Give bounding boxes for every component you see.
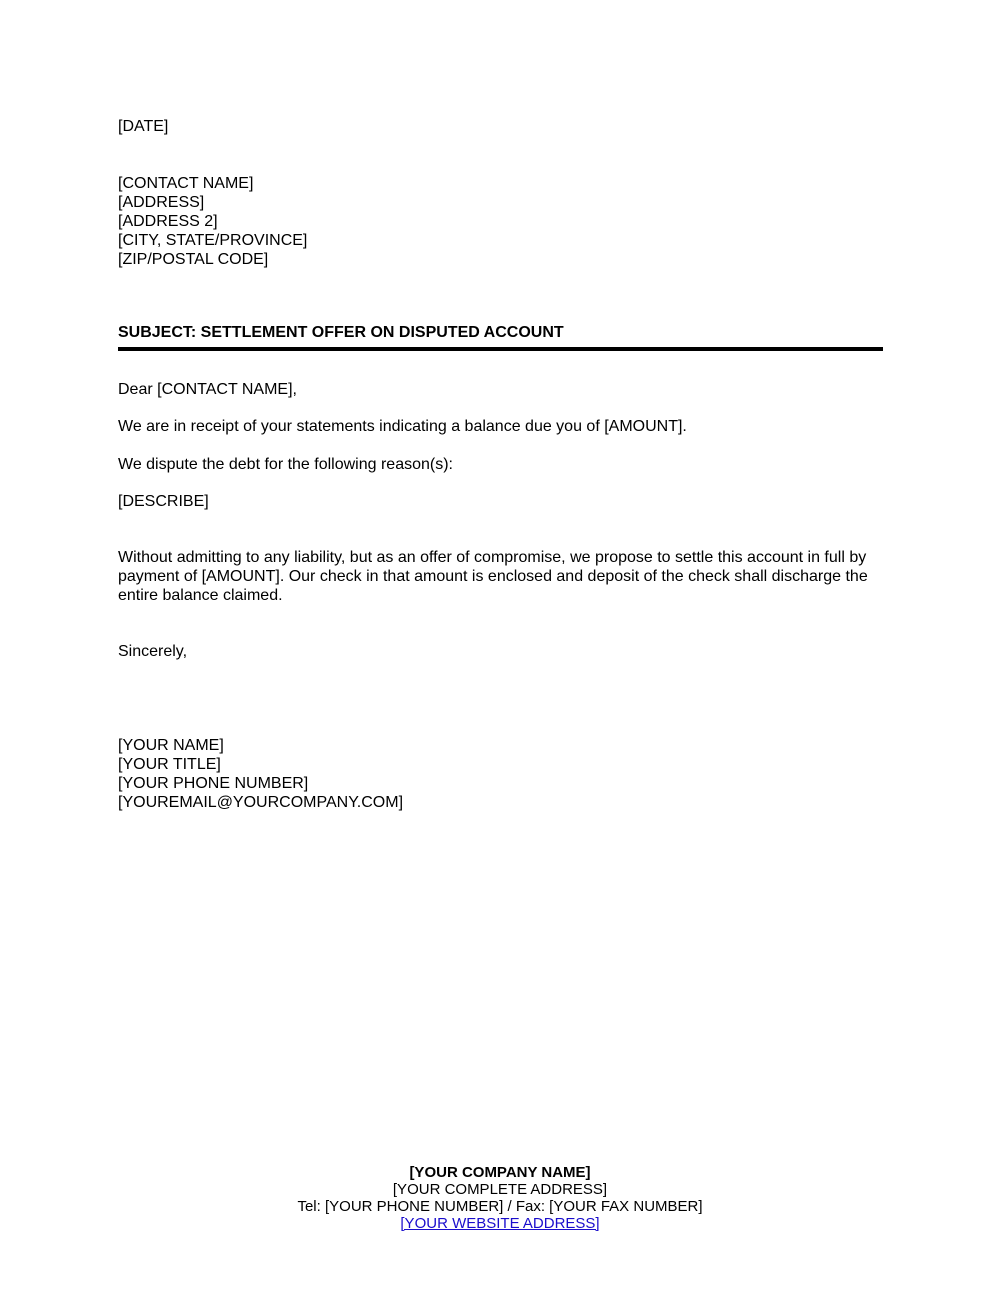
body-paragraph-3: [118, 492, 882, 511]
recipient-address-block: [118, 174, 882, 269]
recipient-address-2: [ADDRESS 2]: [118, 213, 218, 230]
recipient-zip: [ZIP/POSTAL CODE]: [118, 251, 269, 268]
signature-block: [118, 736, 882, 812]
date-text: [DATE]: [118, 118, 169, 135]
footer-contact: Tel: [YOUR PHONE NUMBER] / Fax: [YOUR FAX NUMBER]: [297, 1198, 703, 1215]
subject-text: SUBJECT: SETTLEMENT OFFER ON DISPUTED ACCOUNT: [118, 324, 564, 341]
body-paragraph-2: [118, 455, 882, 474]
body-paragraph-1: [118, 417, 882, 436]
recipient-address: [ADDRESS]: [118, 194, 205, 211]
signature-name: [YOUR NAME]: [118, 737, 224, 754]
recipient-name: [CONTACT NAME]: [118, 175, 254, 192]
signature-title: [YOUR TITLE]: [118, 756, 221, 773]
closing-text: Sincerely,: [118, 643, 188, 660]
footer-website-link[interactable]: [YOUR WEBSITE ADDRESS]: [400, 1215, 600, 1232]
letter-date: [118, 117, 882, 136]
closing: [118, 642, 882, 661]
salutation: [118, 380, 882, 399]
footer-address: [YOUR COMPLETE ADDRESS]: [392, 1181, 608, 1198]
footer-company-name: [YOUR COMPANY NAME]: [409, 1164, 591, 1181]
paragraph-text: [DESCRIBE]: [118, 493, 209, 510]
subject-divider: [118, 347, 883, 351]
subject-line: [118, 323, 882, 342]
paragraph-text: We are in receipt of your statements indicating a balance due you of [AMOUNT].: [118, 418, 687, 435]
salutation-text: Dear [CONTACT NAME],: [118, 381, 297, 398]
signature-email: [YOUREMAIL@YOURCOMPANY.COM]: [118, 794, 404, 811]
letterhead-footer: [0, 1164, 1000, 1232]
recipient-city-state: [CITY, STATE/PROVINCE]: [118, 232, 308, 249]
paragraph-text: We dispute the debt for the following reason(s):: [118, 456, 453, 473]
body-paragraph-4: [118, 548, 882, 605]
paragraph-text: Without admitting to any liability, but as an offer of compromise, we propose to settle this account in full by payment of [AMOUNT]. Our check in that amount is enclosed and deposit of the check shall discharge the entire balance claimed.: [118, 549, 868, 604]
signature-phone: [YOUR PHONE NUMBER]: [118, 775, 309, 792]
